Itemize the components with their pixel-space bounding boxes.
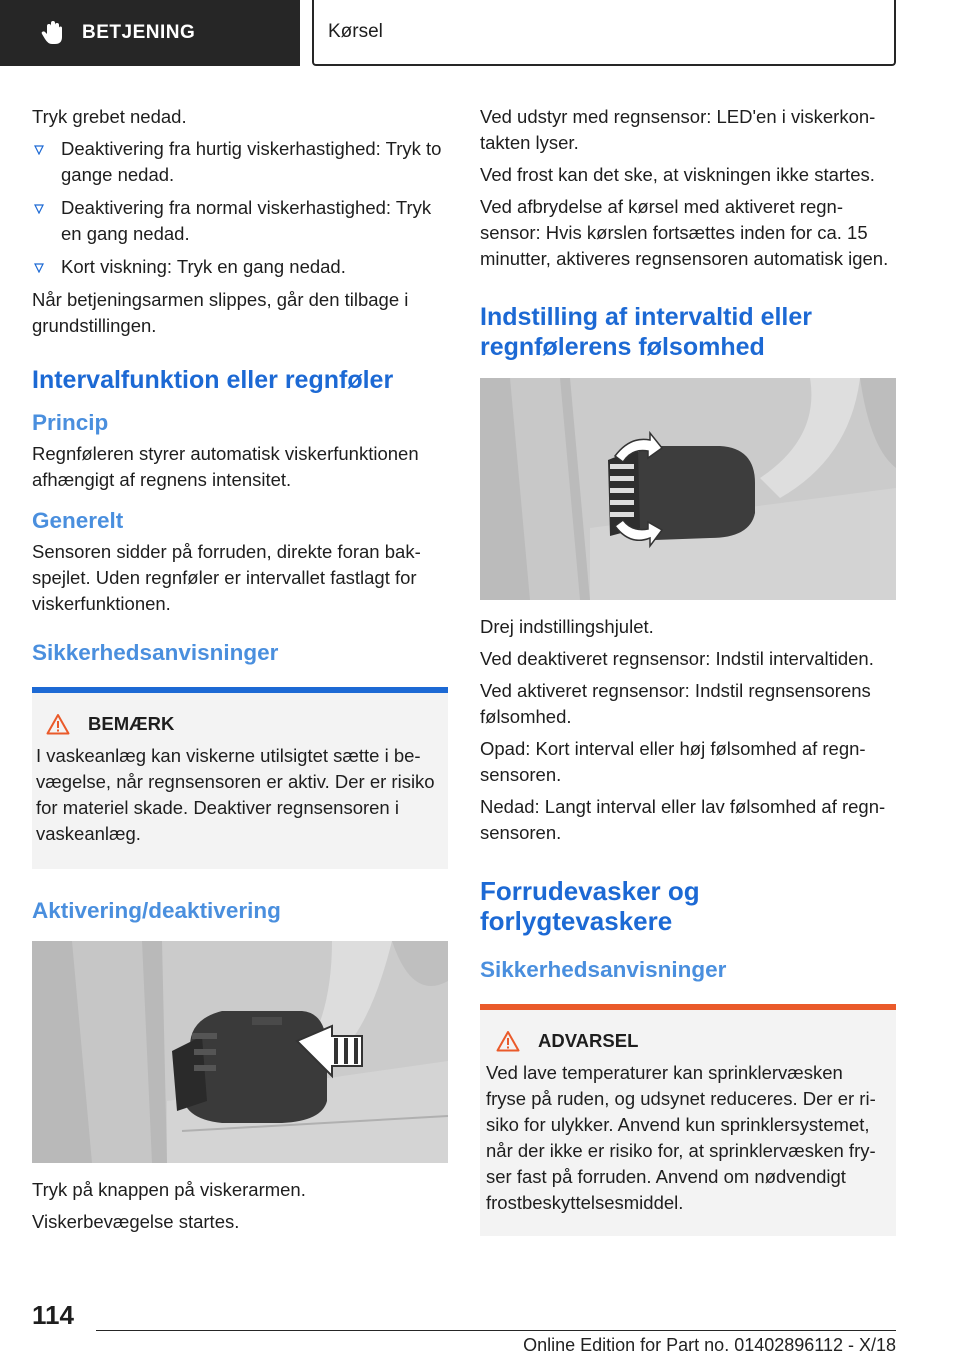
- edition-text: Online Edition for Part no. 01402896112 - X/18: [523, 1335, 896, 1355]
- triangle-bullet-icon: [34, 263, 44, 273]
- section-header: [312, 0, 896, 66]
- heading-generelt: Generelt: [32, 508, 124, 533]
- triangle-bullet-icon: [34, 145, 44, 155]
- warning-header: [496, 1030, 888, 1052]
- caption-sensitivity: Ved aktiveret regnsensor: Indstil regnsensorens følsomhed.: [480, 680, 871, 727]
- list-item-text: Deaktivering fra normal viskerhastighed: Tryk en gang nedad.: [61, 197, 432, 244]
- right-column: [480, 104, 896, 1236]
- heading-safety: Sikkerhedsanvisninger: [32, 640, 279, 665]
- warning-text: Ved lave temperaturer kan sprinklervæsken fryse på ruden, og udsynet reduceres. Der er risiko for ulykker. Anvend kun sprinklersystemet, når der ikke er risiko for, at sprinklervæsken fryser fast på forruden. Anvend om nødvendigt frostbeskyttelsesmiddel.: [486, 1062, 876, 1213]
- heading-safety-2: Sikkerhedsanvisninger: [480, 957, 727, 982]
- warning-triangle-icon: [496, 1030, 520, 1052]
- wiper-button-image: [32, 941, 448, 1163]
- chapter-label: BETJENING: [82, 22, 196, 43]
- heading-forrude: Forrudevasker og forlygtevaskere: [480, 876, 700, 936]
- intro-text: Tryk grebet nedad.: [32, 106, 187, 127]
- caption-wiping-starts: Viskerbevægelse startes.: [32, 1211, 240, 1232]
- left-column: [32, 104, 448, 1241]
- caption-down: Nedad: Langt interval eller lav følsomhed af regnsensoren.: [480, 796, 886, 843]
- triangle-bullet-icon: [34, 204, 44, 214]
- adjust-wheel-image: [480, 378, 896, 600]
- footer-divider: [96, 1330, 896, 1331]
- section-title: Kørsel: [328, 21, 383, 42]
- warning-box: [480, 1004, 896, 1236]
- heading-indstilling: Indstilling af intervaltid eller regnfølerens følsomhed: [480, 303, 813, 361]
- caption-turn-wheel: Drej indstillingshjulet.: [480, 616, 654, 637]
- note-text: I vaskeanlæg kan viskerne utilsigtet sætte i bevægelse, når regnsensoren er aktiv. Der er risiko for materiel skade. Deaktiver regnsensoren i vaskeanlæg.: [36, 745, 435, 844]
- note-header: [46, 713, 440, 735]
- heading-interval: Intervalfunktion eller regnføler: [32, 366, 394, 394]
- list-item: [32, 195, 448, 247]
- chapter-tab[interactable]: [0, 0, 300, 66]
- hand-icon: [40, 20, 66, 46]
- list-item-text: Deaktivering fra hurtig viskerhastighed: Tryk to gange nedad.: [61, 138, 442, 185]
- led-text: Ved udstyr med regnsensor: LED'en i viskerkontakten lyser.: [480, 106, 876, 153]
- note-box: [32, 687, 448, 869]
- page-number: 114: [32, 1300, 74, 1330]
- list-item-text: Kort viskning: Tryk en gang nedad.: [61, 256, 346, 277]
- caption-interval: Ved deaktiveret regnsensor: Indstil intervaltiden.: [480, 648, 874, 669]
- bullet-list: [32, 136, 448, 280]
- caption-up: Opad: Kort interval eller høj følsomhed af regnsensoren.: [480, 738, 866, 785]
- princip-text: Regnføleren styrer automatisk viskerfunktionen afhængigt af regnens intensitet.: [32, 443, 419, 490]
- generelt-text: Sensoren sidder på forruden, direkte foran bakspejlet. Uden regnføler er intervallet fastlagt for viskerfunktionen.: [32, 541, 421, 614]
- warning-label: ADVARSEL: [538, 1030, 639, 1051]
- frost-text: Ved frost kan det ske, at viskningen ikke startes.: [480, 164, 875, 185]
- note-label: BEMÆRK: [88, 713, 175, 734]
- return-text: Når betjeningsarmen slippes, går den tilbage i grundstillingen.: [32, 289, 409, 336]
- heading-princip: Princip: [32, 410, 109, 435]
- interrupt-text: Ved afbrydelse af kørsel med aktiveret regnsensor: Hvis kørslen fortsættes inden for ca. 15 minutter, aktiveres regnsensoren automatisk igen.: [480, 196, 889, 269]
- caption-press-button: Tryk på knappen på viskerarmen.: [32, 1179, 306, 1200]
- warning-triangle-icon: [46, 713, 70, 735]
- list-item: [32, 254, 448, 280]
- list-item: [32, 136, 448, 188]
- heading-aktivering: Aktivering/deaktivering: [32, 898, 281, 923]
